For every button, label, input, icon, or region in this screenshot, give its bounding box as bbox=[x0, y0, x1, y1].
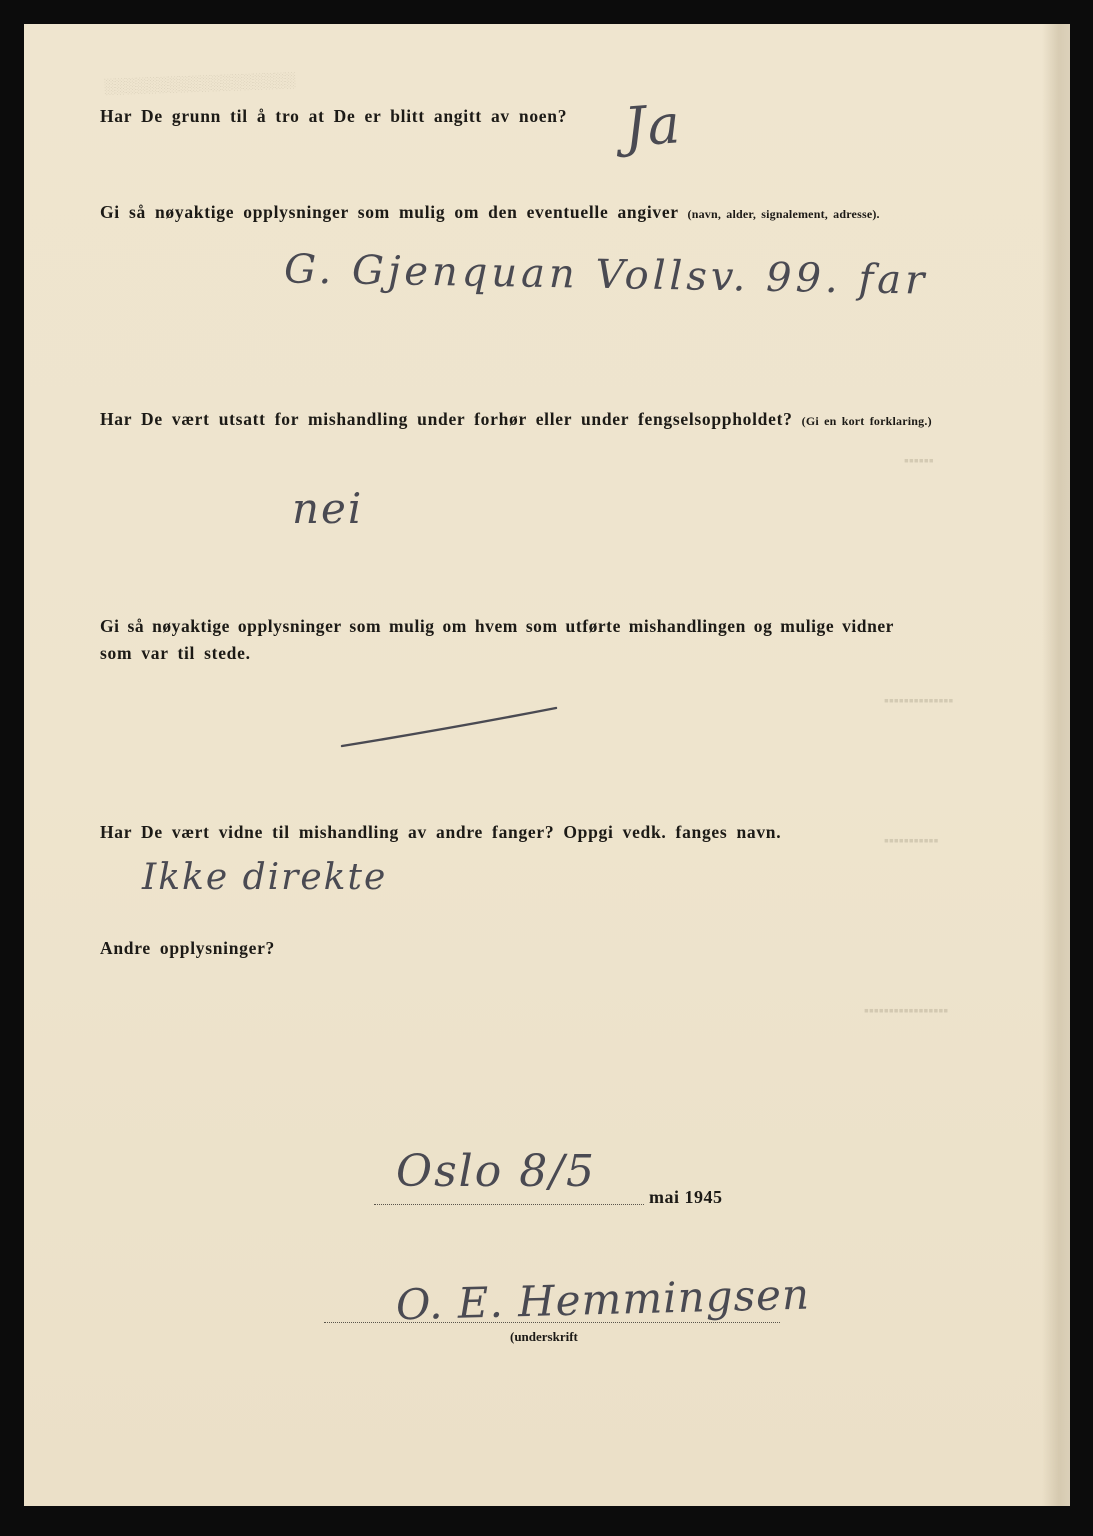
answer-witness-mistreatment: Ikke direkte bbox=[142, 857, 388, 898]
bleed-through-mark: ▪▪▪▪▪▪▪▪▪▪▪ bbox=[884, 834, 939, 849]
question-other-information: Andre opplysninger? bbox=[100, 938, 275, 958]
place-date-handwritten: Oslo 8/5 bbox=[396, 1146, 597, 1197]
bleed-through-mark: ▪▪▪▪▪▪ bbox=[904, 454, 934, 469]
question-informer-details bbox=[100, 198, 880, 228]
signature-label: (underskrift bbox=[510, 1329, 578, 1344]
date-month-year: mai 1945 bbox=[649, 1187, 723, 1207]
answer-denounced: Ja bbox=[621, 92, 684, 159]
question-witness-mistreatment: Har De vært vidne til mishandling av andre fanger? Oppgi vedk. fanges navn. bbox=[100, 822, 782, 842]
answer-dash-stroke bbox=[334, 700, 594, 760]
question-perpetrators-witnesses-line2: som var til stede. bbox=[100, 643, 251, 663]
signature-dotted-line bbox=[324, 1322, 780, 1323]
bleed-through-mark: ▪▪▪▪▪▪▪▪▪▪▪▪▪▪ bbox=[884, 694, 954, 709]
date-dotted-line bbox=[374, 1204, 644, 1205]
question-denounced: Har De grunn til å tro at De er blitt angitt av noen? bbox=[100, 106, 568, 126]
question-informer-details-note: (navn, alder, signalement, adresse). bbox=[687, 207, 880, 221]
question-informer-details-text: Gi så nøyaktige opplysninger som mulig om den eventuelle angiver bbox=[100, 202, 679, 222]
answer-informer-details: G. Gjenquan Vollsv. 99. far bbox=[283, 246, 929, 304]
question-mistreatment-text: Har De vært utsatt for mishandling under forhør eller under fengselsoppholdet? bbox=[100, 409, 793, 429]
document-page bbox=[24, 24, 1070, 1506]
page-edge-shadow bbox=[1042, 24, 1070, 1506]
bleed-through-mark: ░░░░░░░░░░░░░░░░░░ bbox=[103, 72, 296, 96]
answer-mistreatment: nei bbox=[292, 484, 364, 533]
signature-handwritten: O. E. Hemmingsen bbox=[395, 1269, 811, 1330]
bleed-through-mark: ▪▪▪▪▪▪▪▪▪▪▪▪▪▪▪▪▪ bbox=[864, 1004, 949, 1019]
question-mistreatment bbox=[100, 405, 932, 435]
question-mistreatment-note: (Gi en kort forklaring.) bbox=[801, 414, 932, 428]
question-perpetrators-witnesses-line1: Gi så nøyaktige opplysninger som mulig om hvem som utførte mishandlingen og mulige vidner bbox=[100, 616, 894, 636]
